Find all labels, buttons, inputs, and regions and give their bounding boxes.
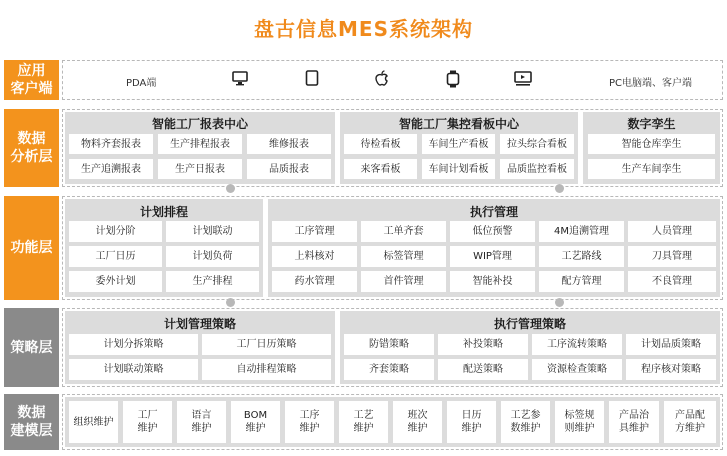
- report-item: 物料齐套报表: [69, 134, 153, 154]
- tablet-icon: [305, 70, 319, 86]
- plan-strategy-item: 计划分拆策略: [69, 334, 198, 355]
- plan-item: 工厂日历: [69, 246, 162, 267]
- digital-twin-panel: [583, 112, 720, 184]
- exec-item: 刀具管理: [628, 246, 716, 267]
- exec-item: 标签管理: [361, 246, 446, 267]
- exec-item: 人员管理: [628, 221, 716, 242]
- data-model-item: 产品配 方维护: [664, 401, 716, 443]
- data-model-item: 标签规 则维护: [555, 401, 604, 443]
- kanban-item: 车间生产看板: [422, 134, 495, 154]
- connector-dot: [226, 298, 235, 307]
- exec-item: 上料核对: [272, 246, 357, 267]
- report-item: 生产追溯报表: [69, 159, 153, 179]
- kanban-item: 车间计划看板: [422, 159, 495, 179]
- diagram-title: 盘古信息MES系统架构: [254, 17, 473, 41]
- data-model-item: 日历 维护: [447, 401, 496, 443]
- layer-label-data-model: 数据 建模层: [4, 394, 59, 450]
- exec-strategy-item: 计划品质策略: [626, 334, 716, 355]
- exec-manage-title: 执行管理: [469, 205, 518, 219]
- exec-strategy-item: 齐套策略: [344, 359, 434, 380]
- plan-schedule-title: 计划排程: [139, 205, 188, 219]
- exec-item: 药水管理: [272, 271, 357, 292]
- exec-item: 首件管理: [361, 271, 446, 292]
- exec-strategy-item: 资源检查策略: [532, 359, 622, 380]
- kanban-item: 拉头综合看板: [500, 134, 574, 154]
- exec-item: 低位预警: [450, 221, 535, 242]
- connector-dot: [226, 184, 235, 193]
- apple-icon: [374, 70, 390, 87]
- data-model-item: 班次 维护: [393, 401, 442, 443]
- data-model-item: 工艺参 数维护: [501, 401, 550, 443]
- data-model-item: 工序 维护: [285, 401, 334, 443]
- plan-schedule-panel: [65, 199, 263, 297]
- twin-item: 生产车间孪生: [588, 159, 715, 179]
- exec-item: 工序管理: [272, 221, 357, 242]
- layer-label-strategy: 策略层: [4, 308, 59, 387]
- report-item: 品质报表: [247, 159, 331, 179]
- plan-strategy-title: 计划管理策略: [163, 317, 236, 331]
- connector-dot: [555, 184, 564, 193]
- exec-item: 工艺路线: [539, 246, 624, 267]
- report-item: 生产日报表: [158, 159, 242, 179]
- plan-item: 计划联动: [166, 221, 259, 242]
- kanban-item: 待检看板: [344, 134, 417, 154]
- kanban-item: 来客看板: [344, 159, 417, 179]
- exec-item: 智能补投: [450, 271, 535, 292]
- data-model-item: BOM 维护: [231, 401, 280, 443]
- data-model-item: 产品治 具维护: [609, 401, 659, 443]
- data-model-item: 组织维护: [69, 401, 118, 443]
- plan-strategy-item: 自动排程策略: [202, 359, 331, 380]
- exec-item: 4M追溯管理: [539, 221, 624, 242]
- exec-item: WIP管理: [450, 246, 535, 267]
- pda-client-text: PDA端: [126, 78, 157, 89]
- connector-dot: [555, 298, 564, 307]
- report-center-panel: [65, 112, 335, 184]
- pc-client-text: PC电脑端、客户端: [609, 78, 693, 89]
- plan-strategy-item: 计划联动策略: [69, 359, 198, 380]
- exec-strategy-panel: [340, 311, 720, 384]
- data-model-item: 工厂 维护: [123, 401, 172, 443]
- plan-item: 计划分阶: [69, 221, 162, 242]
- watch-icon: [446, 70, 460, 88]
- report-item: 维修报表: [247, 134, 331, 154]
- report-center-title: 智能工厂报表中心: [151, 117, 248, 131]
- kanban-center-panel: [340, 112, 578, 184]
- data-model-item: 工艺 维护: [339, 401, 388, 443]
- plan-item: 计划负荷: [166, 246, 259, 267]
- exec-manage-panel: [268, 199, 720, 297]
- plan-strategy-panel: [65, 311, 335, 384]
- plan-item: 委外计划: [69, 271, 162, 292]
- layer-label-function: 功能层: [4, 196, 59, 300]
- kanban-item: 品质监控看板: [500, 159, 574, 179]
- layer-label-client: 应用 客户端: [4, 60, 59, 100]
- layer-label-analysis: 数据 分析层: [4, 109, 59, 187]
- plan-strategy-item: 工厂日历策略: [202, 334, 331, 355]
- kanban-center-title: 智能工厂集控看板中心: [398, 117, 519, 131]
- exec-strategy-item: 工序流转策略: [532, 334, 622, 355]
- exec-strategy-item: 配送策略: [438, 359, 528, 380]
- exec-strategy-item: 防错策略: [344, 334, 434, 355]
- data-model-item: 语言 维护: [177, 401, 226, 443]
- exec-strategy-item: 程序核对策略: [626, 359, 716, 380]
- tv-icon: [514, 70, 532, 88]
- exec-strategy-item: 补投策略: [438, 334, 528, 355]
- plan-item: 生产排程: [166, 271, 259, 292]
- digital-twin-title: 数字孪生: [627, 117, 676, 131]
- exec-item: 不良管理: [628, 271, 716, 292]
- exec-item: 配方管理: [539, 271, 624, 292]
- monitor-icon: [232, 70, 248, 86]
- exec-item: 工单齐套: [361, 221, 446, 242]
- data-model-panel: [65, 397, 720, 447]
- exec-strategy-title: 执行管理策略: [493, 317, 566, 331]
- twin-item: 智能仓库孪生: [588, 134, 715, 154]
- report-item: 生产排程报表: [158, 134, 242, 154]
